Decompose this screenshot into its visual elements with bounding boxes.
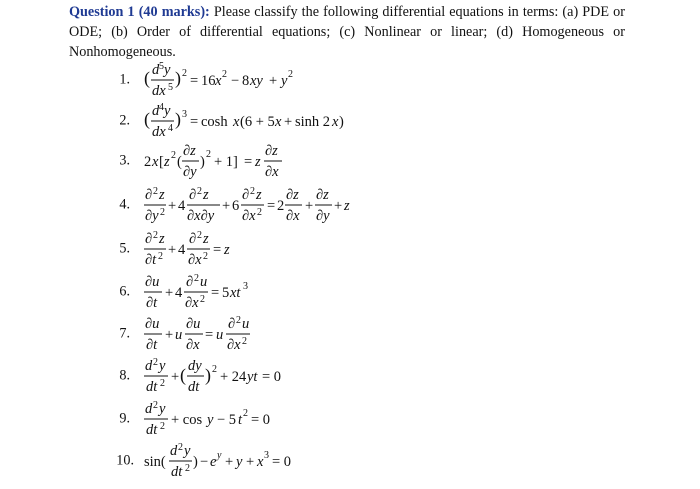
equation-10 <box>0 441 700 481</box>
eq-power: 2 <box>212 364 217 375</box>
eq-paren-open: ( <box>180 365 186 385</box>
eq-numerator-d: d <box>152 103 160 119</box>
eq-coef: 4 <box>175 285 183 301</box>
eq-power: 2 <box>206 149 211 160</box>
eq-var: x <box>275 114 282 130</box>
eq-numerator-d: d <box>152 62 160 78</box>
eq-coef: 4 <box>178 198 186 214</box>
eq-var: yt <box>247 369 258 385</box>
question-title: Question 1 (40 marks): <box>69 4 210 20</box>
eq-power: 2 <box>197 186 202 197</box>
equation-number: 2. <box>119 112 130 129</box>
equation-number: 1. <box>119 71 130 88</box>
eq-var: e <box>210 454 217 470</box>
equation-9 <box>0 399 700 439</box>
eq-numerator: dy <box>188 358 202 374</box>
eq-power: 3 <box>243 281 248 292</box>
eq-numerator: ∂z <box>265 143 278 159</box>
equation-6 <box>0 272 700 312</box>
eq-var: u <box>175 327 183 343</box>
eq-denominator: ∂t <box>146 337 158 353</box>
eq-plus: + <box>246 454 255 470</box>
eq-var: x <box>152 154 159 170</box>
equation-expression <box>144 229 344 269</box>
eq-paren-open: ( <box>144 68 150 88</box>
eq-denominator: ∂x <box>286 208 300 224</box>
eq-power: 2 <box>153 400 158 411</box>
eq-var: x <box>257 454 264 470</box>
eq-power: 2 <box>178 442 183 453</box>
eq-denominator-sup: 4 <box>168 123 173 134</box>
eq-coef: 2 <box>144 154 152 170</box>
eq-func: sinh 2 <box>295 114 331 130</box>
eq-denominator: dt <box>146 422 158 438</box>
eq-power: 2 <box>160 207 165 218</box>
eq-var: u <box>216 327 224 343</box>
eq-denominator: ∂x <box>242 208 256 224</box>
eq-plus: + <box>171 369 180 385</box>
question-prompt: Please classify the following differential equations in terms: (a) PDE or ODE; (b) Order of differential equations; (c) Nonlinear or linear; (d) Homogeneous or Nonhomogeneous. <box>69 4 625 60</box>
equation-number: 9. <box>119 410 130 427</box>
eq-var: y <box>281 73 288 89</box>
eq-denominator-sup: 5 <box>168 82 173 93</box>
equation-number: 7. <box>119 325 130 342</box>
eq-denominator: ∂x <box>188 252 202 268</box>
eq-power: 2 <box>222 69 227 80</box>
eq-denominator: ∂y <box>145 208 159 224</box>
equation-number: 10. <box>116 452 134 469</box>
equation-expression <box>144 356 344 396</box>
eq-numerator: y <box>184 443 191 459</box>
eq-bracket: [ <box>159 154 164 170</box>
eq-numerator-y: y <box>164 103 171 119</box>
eq-denominator: ∂x∂y <box>187 208 215 224</box>
equation-2 <box>0 101 700 141</box>
eq-numerator: d <box>145 401 153 417</box>
eq-equals: = <box>267 198 276 214</box>
eq-term: = 0 <box>251 412 271 428</box>
eq-numerator: ∂ <box>186 274 194 290</box>
eq-power: 2 <box>153 230 158 241</box>
eq-power: 2 <box>153 186 158 197</box>
eq-plus: + <box>165 285 174 301</box>
equation-number: 6. <box>119 283 130 300</box>
eq-power: 2 <box>197 230 202 241</box>
equation-expression <box>144 185 364 225</box>
eq-var: y <box>236 454 243 470</box>
eq-numerator: u <box>200 274 208 290</box>
eq-term: − 5 <box>217 412 237 428</box>
eq-numerator: u <box>242 316 250 332</box>
eq-term: + 1] <box>214 154 238 170</box>
eq-power: 2 <box>171 150 176 161</box>
equation-expression <box>144 141 344 181</box>
eq-paren-close: ) <box>193 454 198 470</box>
eq-plus: + <box>168 198 177 214</box>
eq-denominator: dt <box>146 379 158 395</box>
eq-minus: − <box>231 73 240 89</box>
eq-numerator-sup: 4 <box>159 102 164 113</box>
equation-number: 3. <box>119 152 130 169</box>
equation-5 <box>0 229 700 269</box>
eq-equals: = <box>205 327 214 343</box>
eq-denominator: ∂x <box>185 295 199 311</box>
equation-expression <box>144 101 344 141</box>
eq-equals: = <box>213 242 222 258</box>
eq-power: 2 <box>158 251 163 262</box>
eq-denominator: ∂t <box>145 252 157 268</box>
eq-denominator: ∂y <box>316 208 330 224</box>
eq-paren-close: ) <box>175 109 181 129</box>
eq-func: + cos <box>171 412 203 428</box>
equation-number: 4. <box>119 196 130 213</box>
eq-numerator: y <box>159 358 166 374</box>
eq-paren-open: ( <box>177 154 182 170</box>
eq-power: 2 <box>250 186 255 197</box>
eq-paren-close: ) <box>200 154 205 170</box>
eq-numerator-y: y <box>164 62 171 78</box>
eq-denominator: ∂x <box>186 337 200 353</box>
eq-equals: = <box>190 73 199 89</box>
eq-numerator: ∂ <box>189 231 197 247</box>
eq-numerator: d <box>170 443 178 459</box>
eq-numerator: ∂ <box>145 231 153 247</box>
eq-power: 2 <box>182 68 187 79</box>
eq-power: 2 <box>194 273 199 284</box>
equation-expression <box>144 60 344 100</box>
eq-power: 2 <box>200 294 205 305</box>
eq-var: x <box>215 73 222 89</box>
equation-4 <box>0 185 700 225</box>
eq-plus: + <box>269 73 278 89</box>
eq-power: 3 <box>264 450 269 461</box>
eq-paren-close: ) <box>175 68 181 88</box>
equation-expression <box>144 399 344 439</box>
eq-numerator: z <box>159 231 165 247</box>
eq-power: 2 <box>243 408 248 419</box>
eq-numerator: z <box>256 187 262 203</box>
eq-denominator: dt <box>171 464 183 480</box>
eq-plus: + <box>284 114 293 130</box>
eq-equals: = <box>211 285 220 301</box>
eq-func: cosh <box>201 114 228 130</box>
eq-var: z <box>344 198 350 214</box>
eq-power: 2 <box>288 69 293 80</box>
eq-numerator: ∂z <box>183 143 196 159</box>
eq-numerator: ∂z <box>286 187 299 203</box>
eq-numerator: ∂ <box>242 187 250 203</box>
eq-plus: + <box>222 198 231 214</box>
eq-numerator: ∂ <box>145 187 153 203</box>
eq-numerator: ∂ <box>228 316 236 332</box>
eq-plus: + <box>334 198 343 214</box>
eq-minus: − <box>200 454 209 470</box>
equation-expression <box>144 441 344 481</box>
eq-power: 2 <box>203 251 208 262</box>
eq-power: 2 <box>160 378 165 389</box>
eq-var: z <box>164 154 170 170</box>
eq-var: z <box>224 242 230 258</box>
eq-denominator: dt <box>188 379 200 395</box>
eq-coef: 5 <box>222 285 230 301</box>
equation-3 <box>0 141 700 181</box>
eq-coef: 16 <box>201 73 216 89</box>
eq-numerator: y <box>159 401 166 417</box>
eq-denominator: ∂t <box>146 295 158 311</box>
eq-func: sin( <box>144 454 166 470</box>
eq-plus: + <box>165 327 174 343</box>
equation-number: 8. <box>119 367 130 384</box>
eq-plus: + <box>168 242 177 258</box>
equation-expression <box>144 272 344 312</box>
eq-power: 2 <box>185 463 190 474</box>
eq-denominator: ∂y <box>183 164 197 180</box>
eq-term: = 0 <box>262 369 282 385</box>
eq-paren-open: ( <box>144 109 150 129</box>
eq-coef: 8 <box>242 73 250 89</box>
eq-var: t <box>238 412 243 428</box>
eq-denominator-dx: dx <box>152 83 166 99</box>
eq-numerator: d <box>145 358 153 374</box>
eq-denominator: ∂x <box>265 164 279 180</box>
eq-numerator: z <box>159 187 165 203</box>
eq-term: = 0 <box>272 454 292 470</box>
eq-power: 2 <box>153 357 158 368</box>
equation-7 <box>0 314 700 354</box>
question-header <box>69 2 625 62</box>
eq-power: 2 <box>257 207 262 218</box>
equation-number: 5. <box>119 240 130 257</box>
eq-equals: = <box>190 114 199 130</box>
eq-paren-close: ) <box>205 365 211 385</box>
eq-numerator: z <box>203 231 209 247</box>
eq-var: xt <box>230 285 241 301</box>
eq-var: x <box>233 114 240 130</box>
eq-power: 3 <box>182 109 187 120</box>
eq-numerator: ∂u <box>145 274 160 290</box>
eq-term: + 24 <box>220 369 247 385</box>
eq-power: 2 <box>160 421 165 432</box>
eq-numerator: z <box>203 187 209 203</box>
eq-power: 2 <box>242 336 247 347</box>
eq-power: 2 <box>236 315 241 326</box>
eq-power: y <box>217 450 222 461</box>
equation-8 <box>0 356 700 396</box>
eq-equals: = <box>244 154 253 170</box>
eq-numerator: ∂u <box>186 316 201 332</box>
eq-numerator: ∂ <box>189 187 197 203</box>
eq-denominator-dx: dx <box>152 124 166 140</box>
eq-coef: 6 <box>232 198 240 214</box>
equation-expression <box>144 314 344 354</box>
eq-plus: + <box>225 454 234 470</box>
eq-var: xy <box>250 73 263 89</box>
eq-var: z <box>255 154 261 170</box>
eq-numerator: ∂z <box>316 187 329 203</box>
eq-term: (6 + 5 <box>240 114 275 130</box>
eq-plus: + <box>305 198 314 214</box>
eq-coef: 4 <box>178 242 186 258</box>
eq-var: x <box>332 114 339 130</box>
eq-denominator: ∂x <box>227 337 241 353</box>
eq-var: y <box>207 412 214 428</box>
eq-numerator-sup: 5 <box>159 61 164 72</box>
eq-numerator: ∂u <box>145 316 160 332</box>
eq-coef: 2 <box>277 198 285 214</box>
eq-paren-close: ) <box>339 114 344 130</box>
equation-1 <box>0 60 700 100</box>
